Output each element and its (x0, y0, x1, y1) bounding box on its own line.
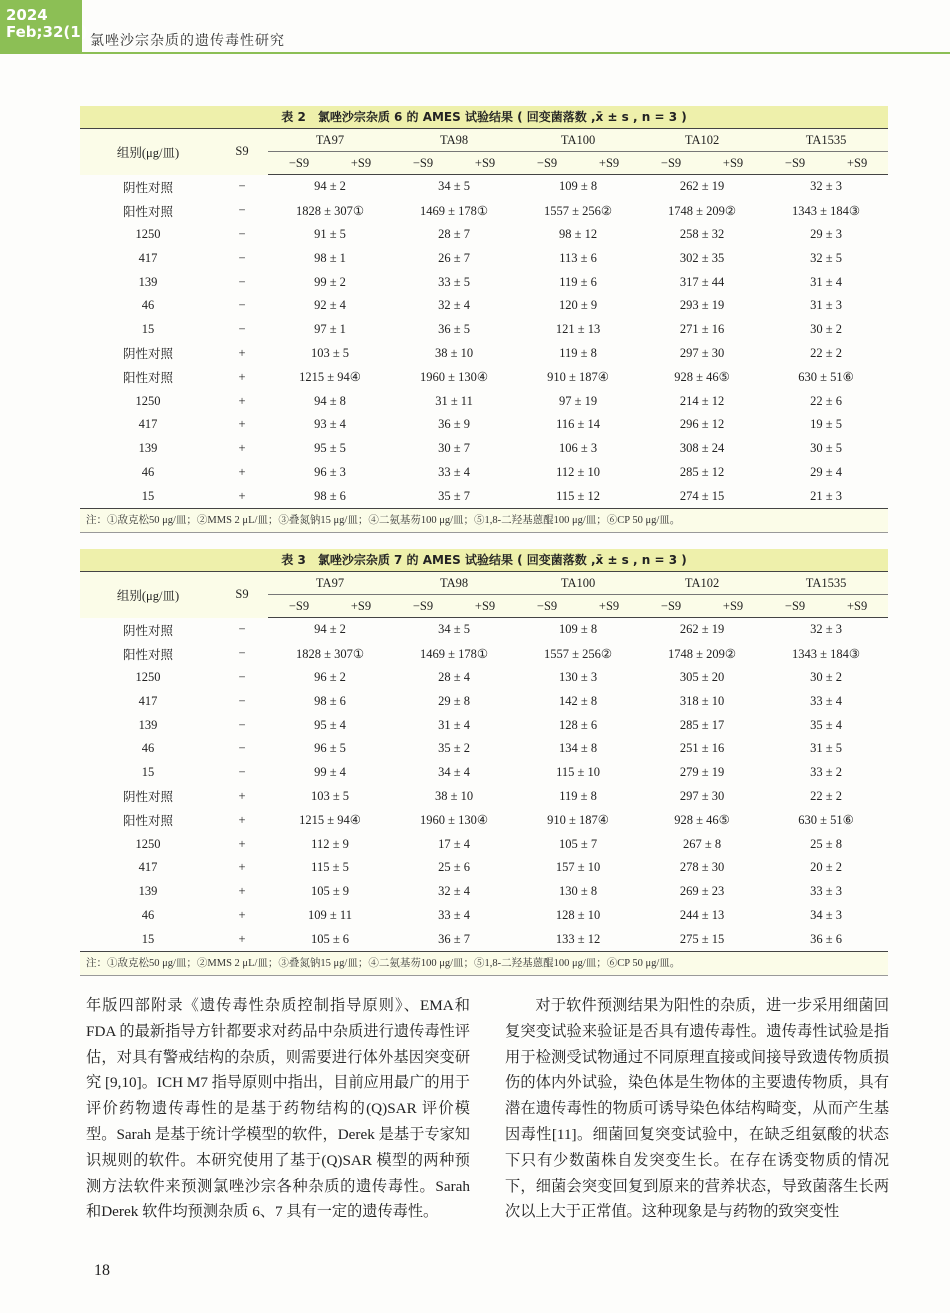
value-cell: 33 ± 4 (810, 693, 842, 708)
table-row (80, 437, 888, 461)
table-row (80, 342, 888, 366)
row-group-cell: 15 (141, 322, 155, 337)
value-cell: 96 ± 2 (314, 669, 346, 684)
row-group-cell: 139 (138, 884, 158, 899)
table-row (80, 270, 888, 294)
value-cell: 128 ± 10 (555, 907, 601, 922)
value-cell: 34 ± 3 (810, 907, 842, 922)
value-cell: 1469 ± 178① (419, 646, 489, 661)
value-cell: 115 ± 12 (516, 484, 640, 508)
sub-header: −S9 (268, 152, 330, 175)
table-row (80, 785, 888, 809)
row-s9-cell: − (238, 203, 246, 218)
value-cell: 928 ± 46⑤ (674, 813, 730, 828)
strain-header: TA97 (268, 572, 392, 595)
row-group-cell: 阳性对照 (122, 647, 173, 662)
value-cell: 22 ± 2 (810, 345, 842, 360)
value-cell: 302 ± 35 (679, 250, 725, 265)
value-cell: 130 ± 3 (558, 669, 598, 684)
data-table (80, 128, 888, 509)
value-cell: 33 ± 4 (438, 464, 470, 479)
value-cell: 35 ± 4 (810, 717, 842, 732)
value-cell: 120 ± 9 (558, 298, 598, 313)
value-cell: 308 ± 24 (679, 441, 725, 456)
strain-header: TA98 (392, 129, 516, 152)
value-cell: 157 ± 10 (555, 860, 601, 875)
value-cell: 31 ± 11 (435, 393, 473, 408)
row-s9-cell: − (238, 741, 246, 756)
sub-header: −S9 (640, 152, 702, 175)
value-cell: 98 ± 1 (314, 250, 346, 265)
value-cell: 33 ± 2 (810, 765, 842, 780)
value-cell: 32 ± 3 (810, 179, 842, 194)
table-caption: 表 2 氯唑沙宗杂质 6 的 AMES 试验结果 ( 回变菌落数 ,x̄ ± s , n = 3 ) (80, 106, 888, 128)
value-cell: 262 ± 19 (679, 179, 725, 194)
row-s9-cell: − (238, 669, 246, 684)
row-s9-cell: + (238, 369, 246, 384)
value-cell: 35 ± 7 (392, 484, 516, 508)
value-cell: 1343 ± 184③ (792, 203, 861, 218)
sub-header: −S9 (640, 595, 702, 618)
row-group-cell: 46 (141, 298, 155, 313)
sub-header: +S9 (330, 595, 392, 618)
value-cell: 22 ± 2 (810, 788, 842, 803)
row-s9-cell: + (238, 464, 246, 479)
value-cell: 293 ± 19 (679, 298, 725, 313)
value-cell: 36 ± 7 (392, 927, 516, 951)
table-body (80, 618, 888, 952)
row-group-cell: 139 (138, 717, 158, 732)
value-cell: 32 ± 3 (810, 622, 842, 637)
value-cell: 1557 ± 256② (544, 646, 613, 661)
table-row (80, 461, 888, 485)
value-cell: 31 ± 4 (810, 274, 842, 289)
value-cell: 267 ± 8 (682, 836, 722, 851)
row-group-cell: 46 (141, 907, 155, 922)
table-row (80, 856, 888, 880)
row-s9-cell: + (238, 345, 246, 360)
row-group-cell: 15 (80, 484, 216, 508)
sub-header: +S9 (578, 152, 640, 175)
value-cell: 97 ± 19 (558, 393, 598, 408)
value-cell: 28 ± 4 (438, 669, 470, 684)
value-cell: 26 ± 7 (438, 250, 470, 265)
value-cell: 31 ± 3 (810, 298, 842, 313)
row-s9-cell: − (238, 622, 246, 637)
row-s9-cell: − (238, 717, 246, 732)
row-s9-cell: + (238, 907, 246, 922)
value-cell: 113 ± 6 (559, 250, 597, 265)
value-cell: 1960 ± 130④ (419, 370, 489, 385)
row-s9-cell: + (238, 417, 246, 432)
value-cell: 115 ± 5 (311, 860, 349, 875)
value-cell: 214 ± 12 (679, 393, 725, 408)
value-cell: 31 ± 5 (810, 741, 842, 756)
value-cell: 244 ± 13 (679, 907, 725, 922)
col-group-header: 组别(μg/皿) (80, 572, 216, 618)
table-row (80, 737, 888, 761)
value-cell: 34 ± 5 (438, 179, 470, 194)
table-note: 注：①敌克松50 μg/皿；②MMS 2 μL/皿；③叠氮钠15 μg/皿；④二氨基芴100 μg/皿；⑤1,8-二羟基蒽醌100 μg/皿；⑥CP 50 μg/皿。 (80, 509, 888, 533)
value-cell: 38 ± 10 (434, 788, 474, 803)
row-group-cell: 417 (138, 250, 158, 265)
running-title: 氯唑沙宗杂质的遗传毒性研究 (90, 34, 285, 49)
strain-header: TA100 (516, 129, 640, 152)
table-row (80, 689, 888, 713)
row-s9-cell: − (238, 646, 246, 661)
value-cell: 93 ± 4 (314, 417, 346, 432)
strain-header: TA102 (640, 129, 764, 152)
value-cell: 96 ± 3 (314, 464, 346, 479)
table-row (80, 246, 888, 270)
value-cell: 1828 ± 307① (295, 646, 365, 661)
value-cell: 34 ± 5 (438, 622, 470, 637)
value-cell: 275 ± 15 (640, 927, 764, 951)
row-s9-cell: + (216, 927, 268, 951)
table-2 (80, 106, 888, 533)
table-row (80, 618, 888, 642)
table-row (80, 904, 888, 928)
value-cell: 106 ± 3 (558, 441, 598, 456)
value-cell: 99 ± 4 (314, 765, 346, 780)
strain-header: TA1535 (764, 129, 888, 152)
table-row (80, 294, 888, 318)
row-group-cell: 阴性对照 (122, 623, 173, 638)
value-cell: 251 ± 16 (679, 741, 725, 756)
sub-header: +S9 (454, 152, 516, 175)
row-group-cell: 阴性对照 (122, 790, 173, 805)
table-row (80, 927, 888, 951)
row-s9-cell: + (238, 812, 246, 827)
value-cell: 33 ± 3 (810, 884, 842, 899)
row-s9-cell: − (238, 765, 246, 780)
row-group-cell: 1250 (135, 226, 161, 241)
row-group-cell: 阳性对照 (122, 204, 173, 219)
row-group-cell: 阳性对照 (122, 814, 173, 829)
table-row (80, 808, 888, 832)
value-cell: 274 ± 15 (640, 484, 764, 508)
value-cell: 17 ± 4 (438, 836, 470, 851)
value-cell: 36 ± 5 (438, 322, 470, 337)
value-cell: 1960 ± 130④ (419, 813, 489, 828)
value-cell: 285 ± 17 (679, 717, 725, 732)
value-cell: 21 ± 3 (764, 484, 888, 508)
row-s9-cell: + (238, 836, 246, 851)
value-cell: 630 ± 51⑥ (798, 813, 854, 828)
value-cell: 32 ± 5 (810, 250, 842, 265)
value-cell: 25 ± 8 (810, 836, 842, 851)
table-row (80, 365, 888, 389)
value-cell: 29 ± 8 (438, 693, 470, 708)
value-cell: 121 ± 13 (555, 322, 601, 337)
value-cell: 115 ± 10 (556, 765, 600, 780)
body-text-left: 年版四部附录《遗传毒性杂质控制指导原则》、EMA和 FDA 的最新指导方针都要求对药品中杂质进行遗传毒性评估，对具有警戒结构的杂质，则需要进行体外基因突变研究 [9,10]。ICH M7 指导原则中指出，目前应用最广的用于评价药物遗传毒性的是基于药物结构的(Q)SAR 评价模型。Sarah 是基于统计学模型的软件，Derek 是基于专家知识规则的软件。本研究使用了基于(Q)SAR 模型的两种预测方法软件来预测氯唑沙宗各种杂质的遗传毒性。Sarah 和Derek 软件均预测杂质 6、7 具有一定的遗传毒性。 (86, 997, 470, 1221)
strain-header: TA100 (516, 572, 640, 595)
value-cell: 1215 ± 94④ (299, 370, 361, 385)
value-cell: 1557 ± 256② (544, 203, 613, 218)
sub-header: +S9 (578, 595, 640, 618)
table-note: 注：①敌克松50 μg/皿；②MMS 2 μL/皿；③叠氮钠15 μg/皿；④二氨基芴100 μg/皿；⑤1,8-二羟基蒽醌100 μg/皿；⑥CP 50 μg/皿。 (80, 952, 888, 976)
table-row (80, 832, 888, 856)
value-cell: 112 ± 9 (311, 836, 349, 851)
row-group-cell: 15 (80, 927, 216, 951)
row-group-cell: 阳性对照 (122, 371, 173, 386)
value-cell: 30 ± 5 (810, 441, 842, 456)
value-cell: 38 ± 10 (434, 345, 474, 360)
table-caption: 表 3 氯唑沙宗杂质 7 的 AMES 试验结果 ( 回变菌落数 ,x̄ ± s , n = 3 ) (80, 549, 888, 571)
value-cell: 271 ± 16 (679, 322, 725, 337)
value-cell: 20 ± 2 (810, 860, 842, 875)
value-cell: 36 ± 6 (764, 927, 888, 951)
value-cell: 19 ± 5 (810, 417, 842, 432)
value-cell: 33 ± 4 (438, 907, 470, 922)
journal-year: 2024 (6, 6, 48, 24)
sub-header: −S9 (764, 595, 826, 618)
value-cell: 297 ± 30 (679, 788, 725, 803)
value-cell: 94 ± 2 (314, 179, 346, 194)
value-cell: 128 ± 6 (558, 717, 598, 732)
value-cell: 105 ± 6 (268, 927, 392, 951)
value-cell: 30 ± 7 (438, 441, 470, 456)
table-row (80, 199, 888, 223)
value-cell: 98 ± 6 (314, 693, 346, 708)
row-s9-cell: − (238, 274, 246, 289)
table-3 (80, 549, 888, 976)
col-s9-header: S9 (216, 572, 268, 618)
value-cell: 269 ± 23 (679, 884, 725, 899)
row-s9-cell: + (238, 860, 246, 875)
row-group-cell: 1250 (135, 393, 161, 408)
row-group-cell: 139 (138, 441, 158, 456)
value-cell: 1215 ± 94④ (299, 813, 361, 828)
value-cell: 112 ± 10 (556, 464, 600, 479)
value-cell: 133 ± 12 (516, 927, 640, 951)
value-cell: 910 ± 187④ (547, 370, 609, 385)
value-cell: 95 ± 5 (314, 441, 346, 456)
row-s9-cell: − (238, 298, 246, 313)
value-cell: 630 ± 51⑥ (798, 370, 854, 385)
row-s9-cell: − (238, 179, 246, 194)
row-s9-cell: − (238, 693, 246, 708)
value-cell: 279 ± 19 (679, 765, 725, 780)
strain-header: TA102 (640, 572, 764, 595)
row-s9-cell: + (238, 788, 246, 803)
row-group-cell: 46 (141, 464, 155, 479)
value-cell: 119 ± 8 (559, 345, 597, 360)
value-cell: 910 ± 187④ (547, 813, 609, 828)
row-group-cell: 1250 (135, 669, 161, 684)
value-cell: 285 ± 12 (679, 464, 725, 479)
value-cell: 98 ± 12 (558, 226, 598, 241)
value-cell: 305 ± 20 (679, 669, 725, 684)
sub-header: −S9 (516, 595, 578, 618)
value-cell: 109 ± 8 (558, 622, 598, 637)
value-cell: 36 ± 9 (438, 417, 470, 432)
sub-header: +S9 (826, 152, 888, 175)
data-table (80, 571, 888, 952)
value-cell: 35 ± 2 (438, 741, 470, 756)
value-cell: 119 ± 8 (559, 788, 597, 803)
value-cell: 318 ± 10 (679, 693, 725, 708)
value-cell: 109 ± 8 (558, 179, 598, 194)
value-cell: 103 ± 5 (310, 788, 350, 803)
value-cell: 32 ± 4 (438, 884, 470, 899)
row-group-cell: 46 (141, 741, 155, 756)
value-cell: 105 ± 9 (310, 884, 350, 899)
sub-header: −S9 (392, 595, 454, 618)
row-group-cell: 139 (138, 274, 158, 289)
value-cell: 30 ± 2 (810, 322, 842, 337)
value-cell: 1828 ± 307① (295, 203, 365, 218)
table-body (80, 175, 888, 509)
row-s9-cell: − (238, 226, 246, 241)
value-cell: 28 ± 7 (438, 226, 470, 241)
value-cell: 91 ± 5 (314, 226, 346, 241)
row-group-cell: 417 (138, 417, 158, 432)
value-cell: 297 ± 30 (679, 345, 725, 360)
row-s9-cell: + (238, 441, 246, 456)
journal-issue-badge (0, 0, 88, 52)
row-group-cell: 阴性对照 (122, 347, 173, 362)
value-cell: 258 ± 32 (679, 226, 725, 241)
value-cell: 1748 ± 209② (668, 646, 737, 661)
header-rule (0, 52, 950, 54)
value-cell: 33 ± 5 (438, 274, 470, 289)
table-row (80, 175, 888, 199)
value-cell: 278 ± 30 (679, 860, 725, 875)
sub-header: −S9 (764, 152, 826, 175)
body-text-right: 对于软件预测结果为阳性的杂质，进一步采用细菌回复突变试验来验证是否具有遗传毒性。遗传毒性试验是指用于检测受试物通过不同原理直接或间接导致遗传物质损伤的体内外试验，染色体是生物体的主要遗传物质，具有潜在遗传毒性的物质可诱导染色体结构畸变，从而产生基因毒性[11]。细菌回复突变试验中，在缺乏组氨酸的状态下只有少数菌株自发突变生长。在存在诱变物质的情况下，细菌会突变回复到原来的营养状态，导致菌落生长两次以上大于正常值。这种现象是与药物的致突变性 (505, 997, 889, 1221)
value-cell: 29 ± 3 (810, 226, 842, 241)
value-cell: 105 ± 7 (558, 836, 598, 851)
value-cell: 97 ± 1 (314, 322, 346, 337)
value-cell: 99 ± 2 (314, 274, 346, 289)
sub-header: +S9 (330, 152, 392, 175)
value-cell: 96 ± 5 (314, 741, 346, 756)
value-cell: 317 ± 44 (679, 274, 725, 289)
row-s9-cell: + (216, 484, 268, 508)
table-row (80, 318, 888, 342)
value-cell: 928 ± 46⑤ (674, 370, 730, 385)
col-group-header: 组别(μg/皿) (80, 129, 216, 175)
value-cell: 296 ± 12 (679, 417, 725, 432)
value-cell: 25 ± 6 (438, 860, 470, 875)
table-row (80, 713, 888, 737)
row-group-cell: 1250 (135, 836, 161, 851)
value-cell: 92 ± 4 (314, 298, 346, 313)
value-cell: 34 ± 4 (438, 765, 470, 780)
value-cell: 94 ± 2 (314, 622, 346, 637)
table-row (80, 389, 888, 413)
value-cell: 94 ± 8 (314, 393, 346, 408)
value-cell: 95 ± 4 (314, 717, 346, 732)
strain-header: TA98 (392, 572, 516, 595)
table-row (80, 484, 888, 508)
row-s9-cell: − (238, 250, 246, 265)
sub-header: −S9 (392, 152, 454, 175)
value-cell: 98 ± 6 (268, 484, 392, 508)
row-s9-cell: + (238, 393, 246, 408)
value-cell: 29 ± 4 (810, 464, 842, 479)
page-number: 18 (94, 1262, 110, 1279)
value-cell: 109 ± 11 (308, 907, 352, 922)
value-cell: 22 ± 6 (810, 393, 842, 408)
row-s9-cell: + (238, 884, 246, 899)
value-cell: 1748 ± 209② (668, 203, 737, 218)
sub-header: +S9 (702, 152, 764, 175)
value-cell: 31 ± 4 (438, 717, 470, 732)
table-row (80, 223, 888, 247)
value-cell: 119 ± 6 (559, 274, 597, 289)
table-row (80, 666, 888, 690)
value-cell: 1469 ± 178① (419, 203, 489, 218)
row-group-cell: 417 (138, 860, 158, 875)
value-cell: 134 ± 8 (558, 741, 598, 756)
value-cell: 30 ± 2 (810, 669, 842, 684)
table-row (80, 880, 888, 904)
strain-header: TA1535 (764, 572, 888, 595)
row-group-cell: 阴性对照 (122, 180, 173, 195)
row-s9-cell: − (238, 322, 246, 337)
value-cell: 32 ± 4 (438, 298, 470, 313)
sub-header: +S9 (702, 595, 764, 618)
row-group-cell: 417 (138, 693, 158, 708)
table-row (80, 761, 888, 785)
value-cell: 116 ± 14 (556, 417, 600, 432)
row-group-cell: 15 (141, 765, 155, 780)
sub-header: +S9 (826, 595, 888, 618)
value-cell: 142 ± 8 (558, 693, 598, 708)
value-cell: 130 ± 8 (558, 884, 598, 899)
table-row (80, 642, 888, 666)
table-row (80, 413, 888, 437)
sub-header: −S9 (268, 595, 330, 618)
journal-issue: Feb;32(1) (6, 23, 88, 41)
strain-header: TA97 (268, 129, 392, 152)
value-cell: 1343 ± 184③ (792, 646, 861, 661)
sub-header: −S9 (516, 152, 578, 175)
col-s9-header: S9 (216, 129, 268, 175)
value-cell: 262 ± 19 (679, 622, 725, 637)
value-cell: 103 ± 5 (310, 345, 350, 360)
sub-header: +S9 (454, 595, 516, 618)
